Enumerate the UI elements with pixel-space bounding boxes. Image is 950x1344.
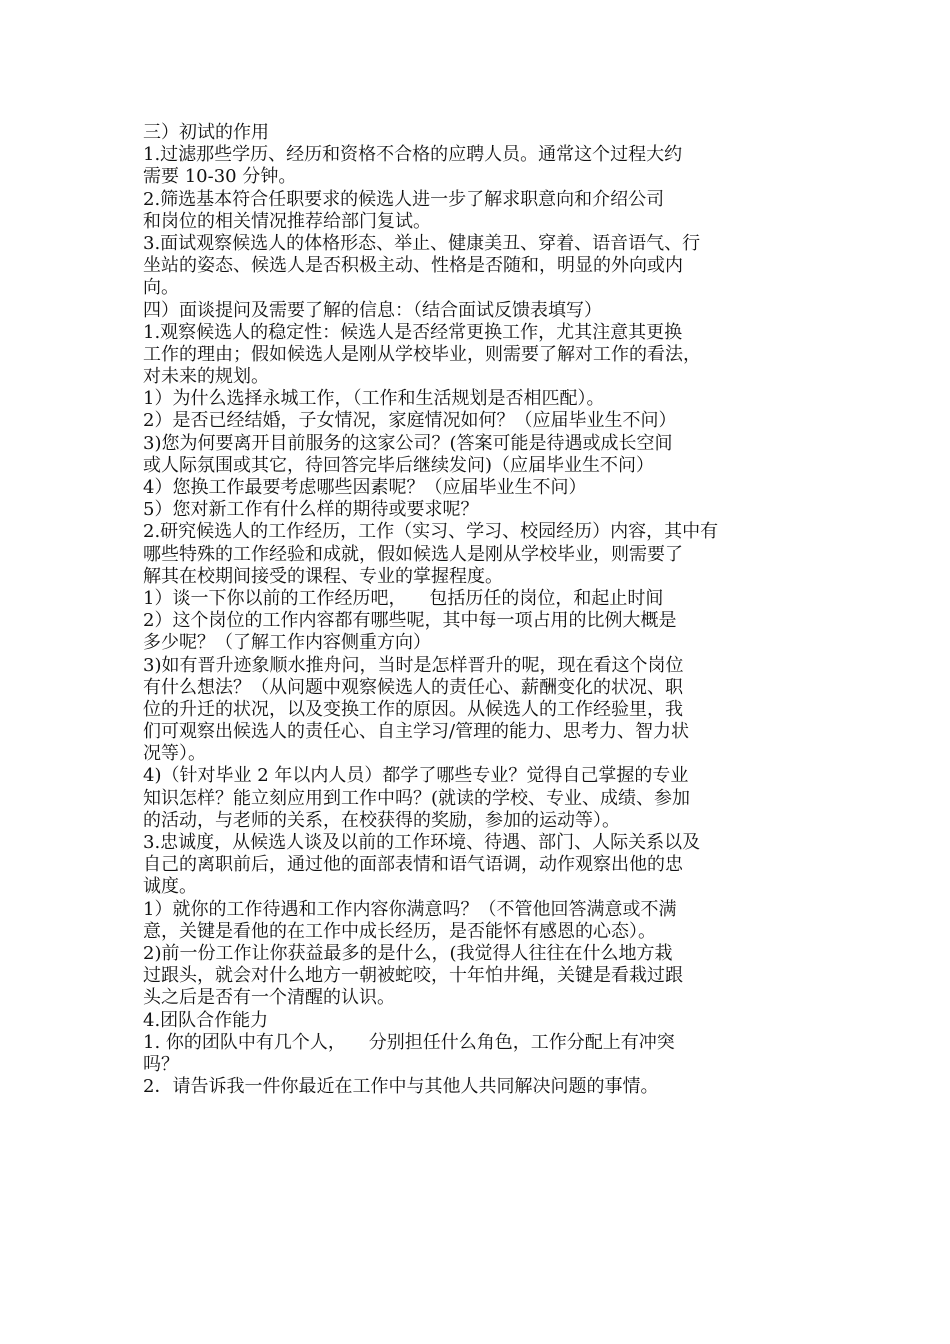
text-line: 1）就你的工作待遇和工作内容你满意吗？（不管他回答满意或不满 [143,898,677,920]
text-line: 4)（针对毕业 2 年以内人员）都学了哪些专业？觉得自己掌握的专业 [143,765,689,787]
text-line: 解其在校期间接受的课程、专业的掌握程度。 [143,565,503,587]
text-line: 向。 [143,277,179,299]
text-line: 3.面试观察候选人的体格形态、举止、健康美丑、穿着、语音语气、行 [143,232,701,254]
text-line: 3)如有晋升迹象顺水推舟问，当时是怎样晋升的呢，现在看这个岗位 [143,654,684,676]
document-body [143,122,818,1098]
text-line: 四）面谈提问及需要了解的信息：（结合面试反馈表填写） [143,299,602,321]
text-line: 2)前一份工作让你获益最多的是什么，(我觉得人往往在什么地方栽 [143,942,673,964]
text-line: 1）为什么选择永城工作，（工作和生活规划是否相匹配）。 [143,388,605,410]
text-line: 2．请告诉我一件你最近在工作中与其他人共同解决问题的事情。 [143,1076,659,1098]
text-line: 5）您对新工作有什么样的期待或要求呢？ [143,499,479,521]
text-line: 4）您换工作最要考虑哪些因素呢？（应届毕业生不问） [143,477,587,498]
text-line: 过跟头，就会对什么地方一朝被蛇咬，十年怕井绳，关键是看栽过跟 [143,965,683,987]
text-line: 多少呢？（了解工作内容侧重方向） [143,632,431,654]
text-line: 或人际氛围或其它，待回答完毕后继续发问)（应届毕业生不问） [143,454,655,476]
text-line: 意，关键是看他的在工作中成长经历，是否能怀有感恩的心态）。 [143,920,656,942]
text-line: 2）这个岗位的工作内容都有哪些呢，其中每一项占用的比例大概是 [143,610,677,632]
text-line: 有什么想法？（从问题中观察候选人的责任心、薪酬变化的状况、职 [143,676,683,698]
text-line: 4.团队合作能力 [143,1009,269,1031]
text-line: 的活动，与老师的关系，在校获得的奖励，参加的运动等）。 [143,809,620,831]
text-line: 头之后是否有一个清醒的认识。 [143,987,395,1009]
text-line: 吗？ [143,1053,179,1075]
text-line: 1.观察候选人的稳定性：候选人是否经常更换工作，尤其注意其更换 [143,321,683,343]
text-line: 对未来的规划。 [143,366,269,388]
text-line: 坐站的姿态、候选人是否积极主动、性格是否随和，明显的外向或内 [143,255,683,277]
text-line: 知识怎样？能立刻应用到工作中吗？(就读的学校、专业、成绩、参加 [143,787,691,809]
text-line: 3.忠诚度，从候选人谈及以前的工作环境、待遇、部门、人际关系以及 [143,832,701,853]
text-line: 2）是否已经结婚，子女情况，家庭情况如何？（应届毕业生不问） [143,410,677,432]
text-line: 位的升迁的状况，以及变换工作的原因。从候选人的工作经验里，我 [143,698,683,720]
text-line: 工作的理由；假如候选人是刚从学校毕业，则需要了解对工作的看法， [143,343,701,365]
text-line: 2.研究候选人的工作经历，工作（实习、学习、校园经历）内容，其中有 [143,521,719,543]
text-line: 2.筛选基本符合任职要求的候选人进一步了解求职意向和介绍公司 [143,188,665,210]
text-line: 1. 你的团队中有几个人， 分别担任什么角色，工作分配上有冲突 [143,1031,675,1053]
text-line: 哪些特殊的工作经验和成就，假如候选人是刚从学校毕业，则需要了 [143,543,683,565]
text-line: 需要 10-30 分钟。 [143,166,297,188]
text-line: 况等）。 [143,743,206,765]
text-line: 3)您为何要离开目前服务的这家公司？(答案可能是待遇或成长空间 [143,432,673,454]
text-line: 1.过滤那些学历、经历和资格不合格的应聘人员。通常这个过程大约 [143,144,683,166]
text-line: 诚度。 [143,876,197,898]
text-line: 自己的离职前后，通过他的面部表情和语气语调，动作观察出他的忠 [143,854,683,876]
text-line: 1）谈一下你以前的工作经历吧， 包括历任的岗位，和起止时间 [143,587,664,609]
text-line: 和岗位的相关情况推荐给部门复试。 [143,210,431,232]
text-line: 们可观察出候选人的责任心、自主学习/管理的能力、思考力、智力状 [143,721,690,743]
text-line: 三）初试的作用 [143,122,269,143]
